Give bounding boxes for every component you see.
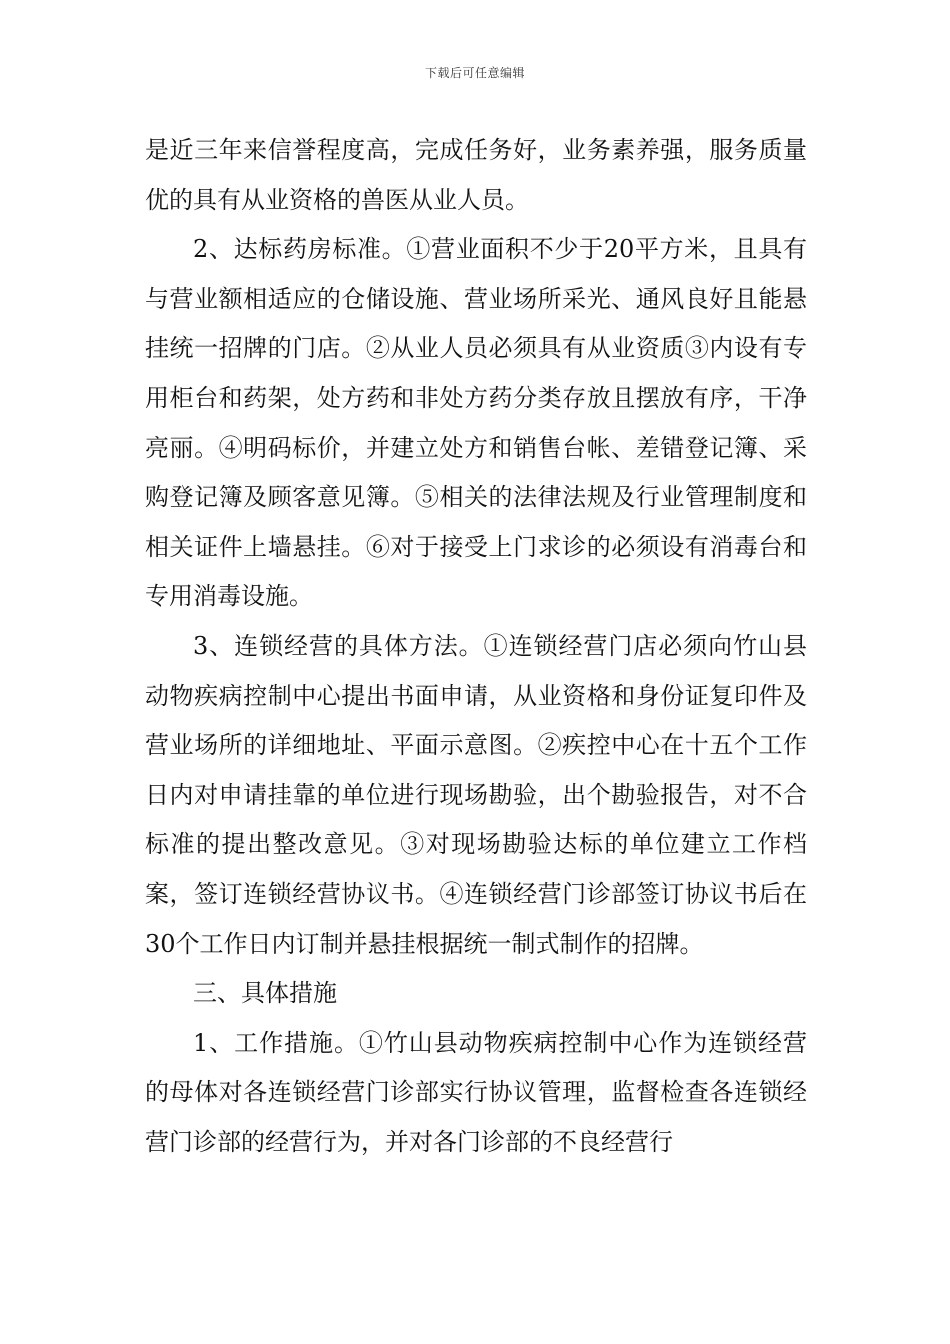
- paragraph-chain-method: 3、连锁经营的具体方法。①连锁经营门店必须向竹山县动物疾病控制中心提出书面申请，从业资格和身份证复印件及营业场所的详细地址、平面示意图。②疾控中心在十五个工作日内对申请挂靠的单位进行现场勘验，出个勘验报告，对不合标准的提出整改意见。③对现场勘验达标的单位建立工作档案，签订连锁经营协议书。④连锁经营门诊部签订协议书后在30个工作日内订制并悬挂根据统一制式制作的招牌。: [145, 631, 807, 958]
- document-body: [145, 126, 807, 1167]
- paragraph-work-measures: 1、工作措施。①竹山县动物疾病控制中心作为连锁经营的母体对各连锁经营门诊部实行协议管理，监督检查各连锁经营门诊部的经营行为，并对各门诊部的不良经营行: [145, 1028, 807, 1156]
- paragraph-pharmacy-standard: 2、达标药房标准。①营业面积不少于20平方米，且具有与营业额相适应的仓储设施、营业场所采光、通风良好且能悬挂统一招牌的门店。②从业人员必须具有从业资质③内设有专用柜台和药架，处方药和非处方药分类存放且摆放有序，干净亮丽。④明码标价，并建立处方和销售台帐、差错登记簿、采购登记簿及顾客意见簿。⑤相关的法律法规及行业管理制度和相关证件上墙悬挂。⑥对于接受上门求诊的必须设有消毒台和专用消毒设施。: [145, 235, 807, 611]
- page-header: 下载后可任意编辑: [424, 66, 525, 80]
- paragraph-continuation: 是近三年来信誉程度高，完成任务好，业务素养强，服务质量优的具有从业资格的兽医从业人员。: [145, 136, 807, 214]
- section-heading-measures: 三、具体措施: [193, 979, 337, 1008]
